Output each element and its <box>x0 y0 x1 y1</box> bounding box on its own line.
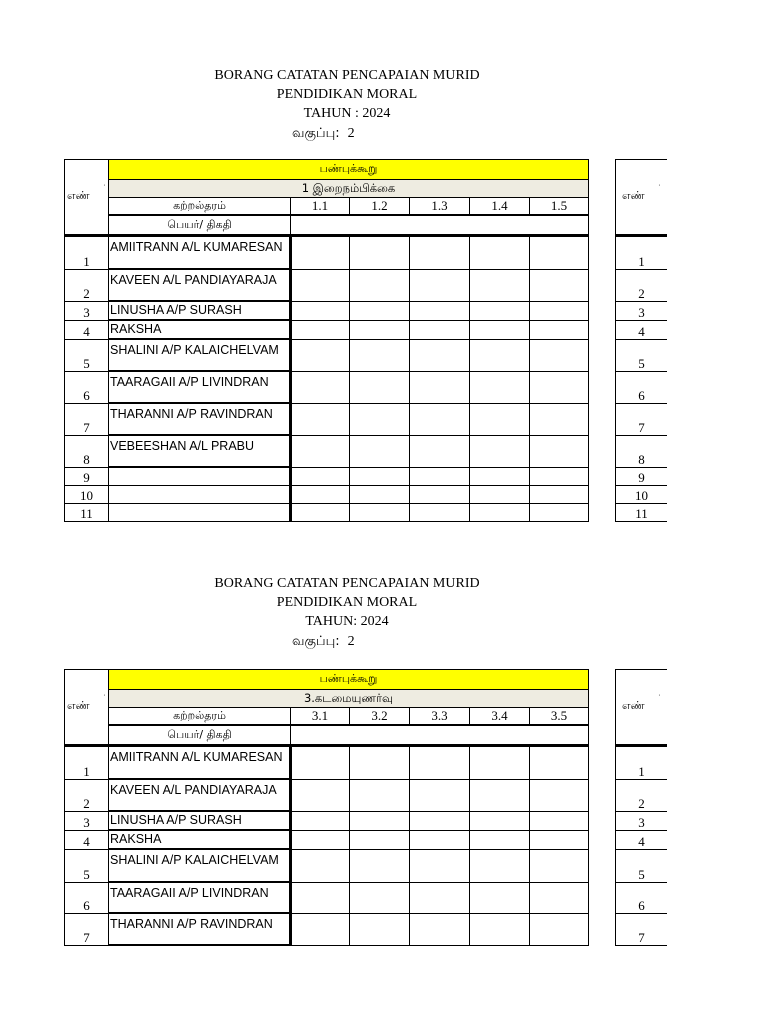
number-column-label: எண் <box>67 699 90 712</box>
right-row-number: 6 <box>638 898 645 913</box>
student-row <box>0 830 768 849</box>
student-row <box>0 811 768 830</box>
number-column-label: எண் <box>67 189 90 202</box>
right-row-number: 5 <box>638 356 645 371</box>
standard-score-cell[interactable] <box>290 882 350 914</box>
row-number: 1 <box>83 764 90 779</box>
row-number: 4 <box>83 834 90 849</box>
row-number: 9 <box>83 470 90 485</box>
standard-column-header: 1.1 <box>290 197 350 215</box>
row-number: 7 <box>83 930 90 945</box>
right-row-number-cell <box>615 830 667 850</box>
year-line: TAHUN : 2024 <box>303 106 391 121</box>
right-row-number: 2 <box>638 796 645 811</box>
row-number: 3 <box>83 305 90 320</box>
student-name-cell[interactable] <box>108 882 291 914</box>
standard-column-header: 3.5 <box>529 707 589 725</box>
standard-score-cell[interactable] <box>529 811 589 831</box>
student-name: RAKSHA <box>110 322 162 336</box>
form-title: BORANG CATATAN PENCAPAIAN MURID <box>214 68 480 83</box>
right-row-number: 9 <box>638 470 645 485</box>
value-name: 1 இறைநம்பிக்கை <box>108 179 589 198</box>
row-number-cell <box>64 882 109 914</box>
row-number: 5 <box>83 867 90 882</box>
student-row <box>0 913 768 945</box>
standard-column-header: 3.4 <box>469 707 530 725</box>
student-name: AMIITRANN A/L KUMARESAN <box>110 750 283 764</box>
standard-score-cell[interactable] <box>349 811 410 831</box>
standard-score-cell[interactable] <box>290 849 350 883</box>
standard-score-cell[interactable] <box>409 811 470 831</box>
class-label: வகுப்பு: <box>292 634 340 649</box>
name-date-blank <box>290 725 589 746</box>
student-name: LINUSHA A/P SURASH <box>110 813 242 827</box>
standard-column-header: 1.5 <box>529 197 589 215</box>
row-number: 4 <box>83 324 90 339</box>
class-value: 2 <box>347 126 355 141</box>
right-row-number-cell <box>615 882 667 914</box>
standard-score-cell[interactable] <box>409 779 470 812</box>
row-number: 1 <box>83 254 90 269</box>
row-number: 5 <box>83 356 90 371</box>
right-row-number: 10 <box>635 488 648 503</box>
right-row-number: 7 <box>638 420 645 435</box>
standard-score-cell[interactable] <box>469 830 530 850</box>
standard-score-cell[interactable] <box>469 913 530 946</box>
standard-score-cell[interactable] <box>529 830 589 850</box>
standard-score-cell[interactable] <box>409 849 470 883</box>
value-header: பண்புக்கூறு <box>108 159 589 180</box>
right-row-number-cell <box>615 913 667 946</box>
right-row-number: 8 <box>638 452 645 467</box>
right-row-number: 7 <box>638 930 645 945</box>
student-name: SHALINI A/P KALAICHELVAM <box>110 343 279 357</box>
standard-score-cell[interactable] <box>349 830 410 850</box>
number-column-header <box>64 669 109 746</box>
right-row-number-cell <box>615 811 667 831</box>
standard-score-cell[interactable] <box>290 913 350 946</box>
row-number-cell <box>64 830 109 850</box>
student-name: THARANNI A/P RAVINDRAN <box>110 407 273 421</box>
student-name-cell[interactable] <box>108 811 291 831</box>
standard-column-header: 3.3 <box>409 707 470 725</box>
student-row <box>0 849 768 882</box>
student-name-cell[interactable] <box>108 779 291 812</box>
tick-mark: ˙ <box>103 183 106 192</box>
tick-mark: ˙ <box>658 183 661 192</box>
learning-standard-label: கற்றல்தரம் <box>108 197 291 215</box>
right-row-number: 5 <box>638 867 645 882</box>
class-value: 2 <box>347 634 355 649</box>
standard-score-cell[interactable] <box>349 746 410 780</box>
standard-score-cell[interactable] <box>469 811 530 831</box>
name-date-label: பெயர்/ திகதி <box>108 215 291 236</box>
right-row-number: 4 <box>638 324 645 339</box>
right-number-column-label: எண் <box>622 189 645 202</box>
right-row-number-cell <box>615 779 667 812</box>
standard-score-cell[interactable] <box>529 913 589 946</box>
standard-score-cell[interactable] <box>349 849 410 883</box>
row-number: 2 <box>83 796 90 811</box>
right-row-number-cell <box>615 746 667 780</box>
form-title: BORANG CATATAN PENCAPAIAN MURID <box>214 576 480 591</box>
row-number: 3 <box>83 815 90 830</box>
row-number: 2 <box>83 286 90 301</box>
standard-score-cell[interactable] <box>529 746 589 780</box>
standard-score-cell[interactable] <box>349 779 410 812</box>
row-number: 6 <box>83 898 90 913</box>
standard-score-cell[interactable] <box>529 882 589 914</box>
tick-mark: ˙ <box>103 693 106 702</box>
value-name: 3.கடமையுணர்வு <box>108 689 589 708</box>
student-name: AMIITRANN A/L KUMARESAN <box>110 240 283 254</box>
standard-score-cell[interactable] <box>349 913 410 946</box>
standard-score-cell[interactable] <box>469 746 530 780</box>
right-row-number: 1 <box>638 254 645 269</box>
tick-mark: ˙ <box>658 693 661 702</box>
learning-standard-label: கற்றல்தரம் <box>108 707 291 725</box>
right-row-number: 3 <box>638 815 645 830</box>
standard-score-cell[interactable] <box>409 913 470 946</box>
standard-column-header: 3.1 <box>290 707 350 725</box>
student-row <box>0 746 768 779</box>
right-row-number-cell <box>615 849 667 883</box>
right-row-number: 2 <box>638 286 645 301</box>
student-row <box>0 779 768 811</box>
standard-score-cell[interactable] <box>290 830 350 850</box>
class-label: வகுப்பு: <box>292 126 340 141</box>
row-number-cell <box>64 746 109 780</box>
student-name-cell[interactable] <box>108 913 291 946</box>
row-number-cell <box>64 913 109 946</box>
standard-score-cell[interactable] <box>529 849 589 883</box>
standard-score-cell[interactable] <box>469 779 530 812</box>
standard-score-cell[interactable] <box>469 882 530 914</box>
right-row-number: 11 <box>635 506 648 521</box>
standard-score-cell[interactable] <box>349 882 410 914</box>
student-name: TAARAGAII A/P LIVINDRAN <box>110 886 269 900</box>
row-number-cell <box>64 849 109 883</box>
student-name-cell[interactable] <box>108 830 291 850</box>
student-name-cell[interactable] <box>108 746 291 780</box>
student-name: RAKSHA <box>110 832 162 846</box>
student-row <box>0 882 768 913</box>
standard-column-header: 3.2 <box>349 707 410 725</box>
standard-column-header: 1.2 <box>349 197 410 215</box>
right-row-number: 1 <box>638 764 645 779</box>
right-row-number: 4 <box>638 834 645 849</box>
student-name-cell[interactable] <box>108 849 291 883</box>
standard-column-header: 1.4 <box>469 197 530 215</box>
right-number-column-header <box>615 669 667 746</box>
student-name: KAVEEN A/L PANDIAYARAJA <box>110 273 277 287</box>
name-date-label: பெயர்/ திகதி <box>108 725 291 746</box>
standard-score-cell[interactable] <box>469 849 530 883</box>
row-number: 7 <box>83 420 90 435</box>
value-header: பண்புக்கூறு <box>108 669 589 690</box>
row-number: 6 <box>83 388 90 403</box>
row-number: 11 <box>80 506 93 521</box>
row-number-cell <box>64 779 109 812</box>
standard-column-header: 1.3 <box>409 197 470 215</box>
row-number: 10 <box>80 488 93 503</box>
right-number-column-label: எண் <box>622 699 645 712</box>
student-name: LINUSHA A/P SURASH <box>110 303 242 317</box>
year-line: TAHUN: 2024 <box>305 614 389 629</box>
standard-score-cell[interactable] <box>409 746 470 780</box>
subject-title: PENDIDIKAN MORAL <box>276 595 418 610</box>
student-name: KAVEEN A/L PANDIAYARAJA <box>110 783 277 797</box>
row-number-cell <box>64 811 109 831</box>
row-number: 8 <box>83 452 90 467</box>
standard-score-cell[interactable] <box>290 779 350 812</box>
student-name: THARANNI A/P RAVINDRAN <box>110 917 273 931</box>
standard-score-cell[interactable] <box>529 779 589 812</box>
student-name: TAARAGAII A/P LIVINDRAN <box>110 375 269 389</box>
standard-score-cell[interactable] <box>409 830 470 850</box>
standard-score-cell[interactable] <box>290 811 350 831</box>
right-row-number: 6 <box>638 388 645 403</box>
student-name: VEBEESHAN A/L PRABU <box>110 439 255 453</box>
standard-score-cell[interactable] <box>409 882 470 914</box>
subject-title: PENDIDIKAN MORAL <box>276 87 418 102</box>
student-name: SHALINI A/P KALAICHELVAM <box>110 853 279 867</box>
right-row-number: 3 <box>638 305 645 320</box>
class-line <box>292 632 355 651</box>
standard-score-cell[interactable] <box>290 746 350 780</box>
